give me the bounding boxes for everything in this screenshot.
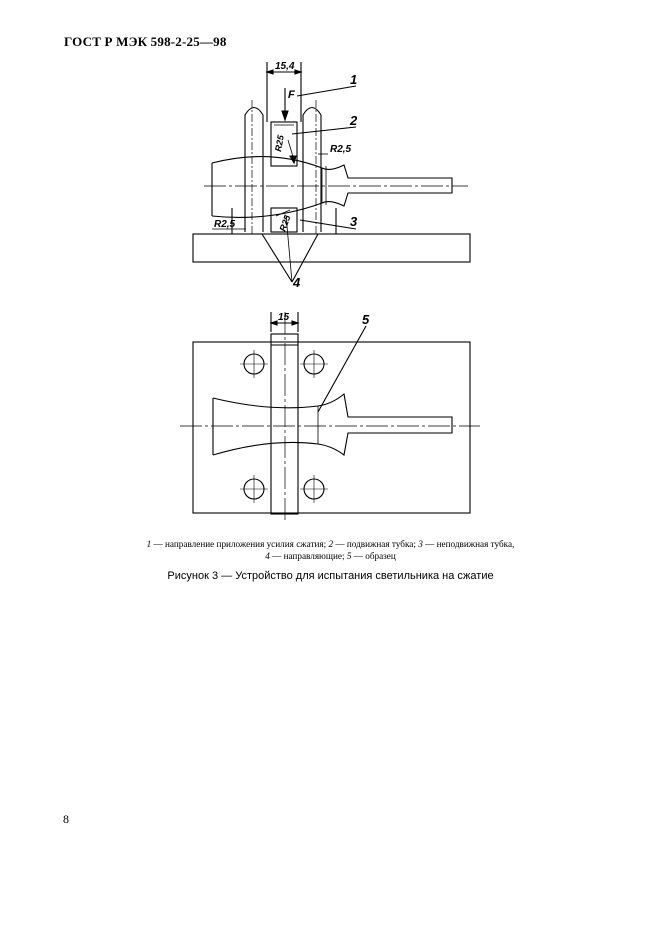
dimension-15-label: 15 [278,312,290,323]
side-view [193,61,470,290]
legend-text-2: — подвижная тубка; [333,539,419,549]
r-2-5-upper-label: R2,5 [330,144,352,155]
legend-num-2: 2 [328,539,334,549]
callout-5: 5 [362,312,370,327]
callout-3: 3 [350,214,358,229]
legend-num-5: 5 [346,551,352,561]
r25-upper-label: R25 [273,134,286,153]
legend-text-3: — неподвижная тубка, [422,539,515,549]
legend-text-5: — образец [351,551,396,561]
plan-view [180,312,480,522]
legend-text-4: — направляющие; [269,551,347,561]
callout-4: 4 [293,275,301,290]
r25-lower-label: R25 [277,213,293,233]
figure-legend [0,538,661,562]
legend-line-2 [0,550,661,562]
document-header: ГОСТ Р МЭК 598-2-25—98 [64,34,227,49]
callout-1: 1 [350,72,358,87]
legend-num-1: 1 [146,539,152,549]
legend-num-4: 4 [265,551,270,561]
legend-text-1: — направление приложения усилия сжатия; [151,539,329,549]
callout-2: 2 [350,113,358,128]
force-label: F [288,89,295,101]
legend-line-1 [0,538,661,550]
figure-caption: Рисунок 3 — Устройство для испытания светильника на сжатие [167,570,494,582]
legend-num-3: 3 [418,539,423,549]
dimension-15-4-label: 15,4 [275,61,295,72]
page-number: 8 [63,812,69,826]
r-2-5-lower-label: R2,5 [214,219,236,230]
